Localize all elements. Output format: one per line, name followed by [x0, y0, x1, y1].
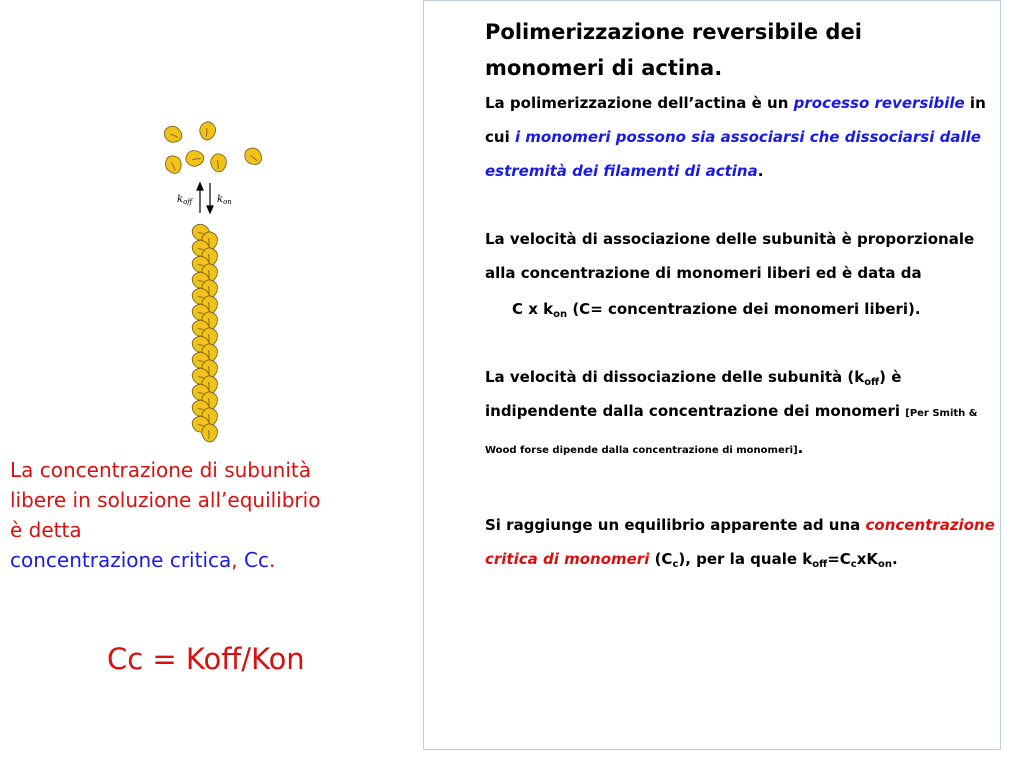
para4-intro: Si raggiunge un equilibrio apparente ad una — [485, 516, 866, 534]
formula-sub-on: on — [553, 309, 568, 320]
paragraph-dissociation — [485, 360, 995, 468]
formula-rest: (C= concentrazione dei monomeri liberi). — [567, 300, 921, 318]
para1-mid: in cui — [485, 94, 986, 146]
actin-filament-figure — [155, 115, 275, 450]
para3-sub-off: off — [864, 377, 880, 388]
koff-label: $k_{off}$ — [177, 194, 193, 206]
para3-note: [Per Smith & Wood forse dipende dalla concentrazione di monomeri] — [485, 408, 978, 456]
para4-sub-off: off — [812, 559, 828, 570]
para1-blue1: processo reversibile — [793, 94, 965, 112]
actin-filament — [189, 221, 220, 444]
para4-sub-c: c — [672, 559, 679, 570]
para4-red: concentrazione critica di monomeri — [485, 516, 995, 568]
caption-line1: La concentrazione di subunità — [10, 458, 311, 482]
caption-line2: libere in soluzione all’equilibrio — [10, 488, 321, 512]
paragraph-reversible — [485, 86, 995, 188]
para4-x: xK — [856, 550, 879, 568]
para4-end: . — [892, 550, 898, 568]
para1-blue2: i monomeri possono sia associarsi che dissociarsi dalle estremità dei filamenti di actina — [485, 128, 981, 180]
paragraph-association: La velocità di associazione delle subunità è proporzionale alla concentrazione di monomeri liberi ed è data da — [485, 230, 975, 282]
caption-comma: , — [231, 548, 244, 572]
para3-end: . — [797, 439, 804, 457]
free-monomers — [162, 119, 263, 174]
heading-period: . — [714, 56, 723, 80]
para1-intro: La polimerizzazione dell’actina è un — [485, 94, 794, 112]
paragraph-equilibrium — [485, 508, 995, 576]
caption-line4 — [10, 545, 410, 575]
heading-line1: Polimerizzazione reversibile dei — [485, 20, 862, 44]
para4-sub-c2: c — [850, 559, 857, 570]
para4-mid: (C — [649, 550, 673, 568]
caption-term: concentrazione critica — [10, 548, 232, 572]
para4-after-c: ), per la quale k — [678, 550, 813, 568]
para3-intro: La velocità di dissociazione delle subunità (k — [485, 368, 865, 386]
critical-concentration-formula: Cc = Koff/Kon — [107, 642, 305, 676]
para4-sub-on: on — [878, 559, 893, 570]
para1-end: . — [757, 162, 764, 180]
heading-line2: monomeri di actina — [485, 56, 715, 80]
main-content — [485, 14, 995, 576]
equilibrium-arrows — [197, 183, 213, 213]
caption-line3: è detta — [10, 518, 82, 542]
caption-cc: Cc — [243, 548, 269, 572]
heading — [485, 14, 995, 86]
critical-concentration-caption — [10, 455, 410, 575]
kon-label: $k_{on}$ — [217, 194, 232, 206]
para3-mid: ) è indipendente dalla concentrazione dei monomeri — [485, 368, 906, 420]
formula-kon — [485, 290, 995, 328]
caption-period: . — [268, 548, 276, 572]
para4-eq: =C — [827, 550, 851, 568]
formula-c-x-k: C x k — [512, 300, 554, 318]
